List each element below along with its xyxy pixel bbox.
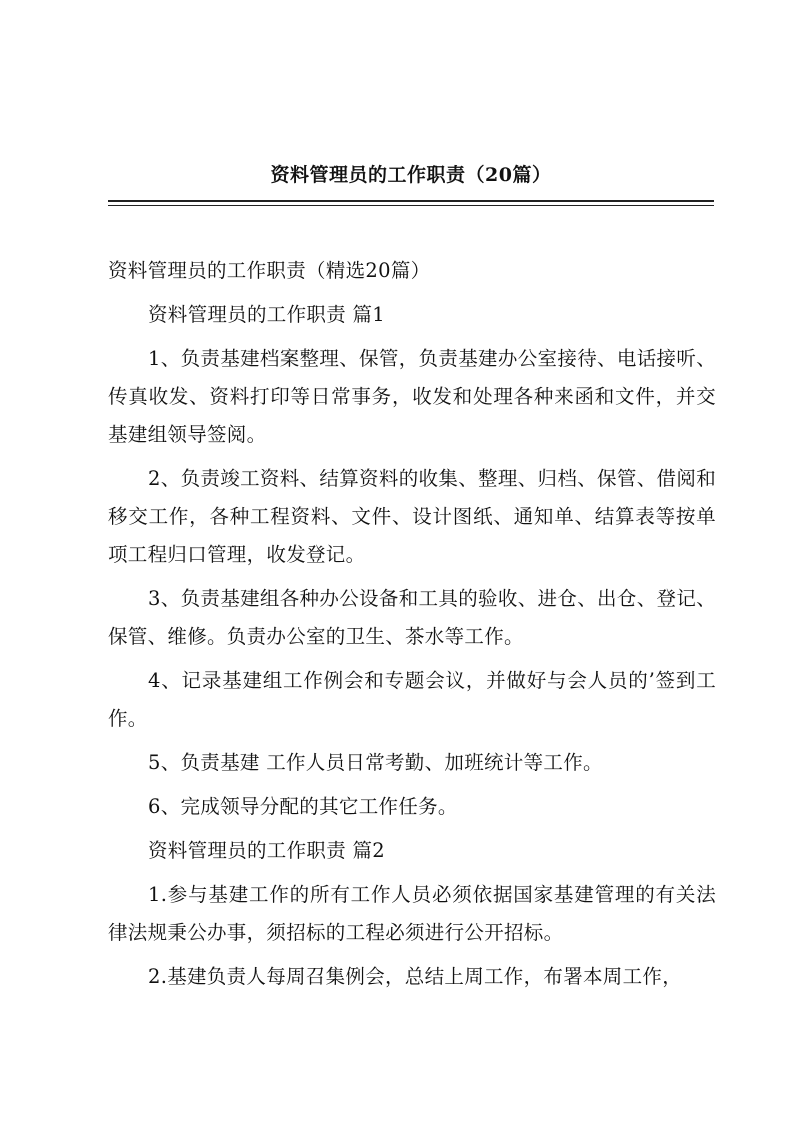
- paragraph: 3、负责基建组各种办公设备和工具的验收、进仓、出仓、登记、保管、维修。负责办公室的卫生、茶水等工作。: [108, 587, 716, 648]
- title-divider: [108, 200, 714, 202]
- paragraph: 5、负责基建 工作人员日常考勤、加班统计等工作。: [148, 751, 603, 774]
- paragraph-section-heading: 资料管理员的工作职责 篇2: [148, 839, 386, 862]
- paragraph: 2.基建负责人每周召集例会，总结上周工作，布署本周工作，: [148, 965, 683, 988]
- paragraph-section-heading: 资料管理员的工作职责 篇1: [148, 303, 386, 326]
- document-title: 资料管理员的工作职责（20篇）: [270, 164, 552, 186]
- title-divider-thin: [108, 205, 714, 206]
- document-body: [108, 252, 716, 1002]
- paragraph-subtitle: 资料管理员的工作职责（精选20篇）: [108, 259, 431, 282]
- paragraph: 1、负责基建档案整理、保管，负责基建办公室接待、电话接听、传真收发、资料打印等日常事务，收发和处理各种来函和文件，并交基建组领导签阅。: [108, 347, 716, 446]
- paragraph: 4、记录基建组工作例会和专题会议，并做好与会人员的’签到工作。: [108, 669, 716, 730]
- paragraph: 2、负责竣工资料、结算资料的收集、整理、归档、保管、借阅和移交工作，各种工程资料、文件、设计图纸、通知单、结算表等按单项工程归口管理，收发登记。: [108, 467, 716, 566]
- paragraph: 1.参与基建工作的所有工作人员必须依据国家基建管理的有关法律法规秉公办事，须招标的工程必须进行公开招标。: [108, 883, 716, 944]
- paragraph: 6、完成领导分配的其它工作任务。: [148, 795, 458, 818]
